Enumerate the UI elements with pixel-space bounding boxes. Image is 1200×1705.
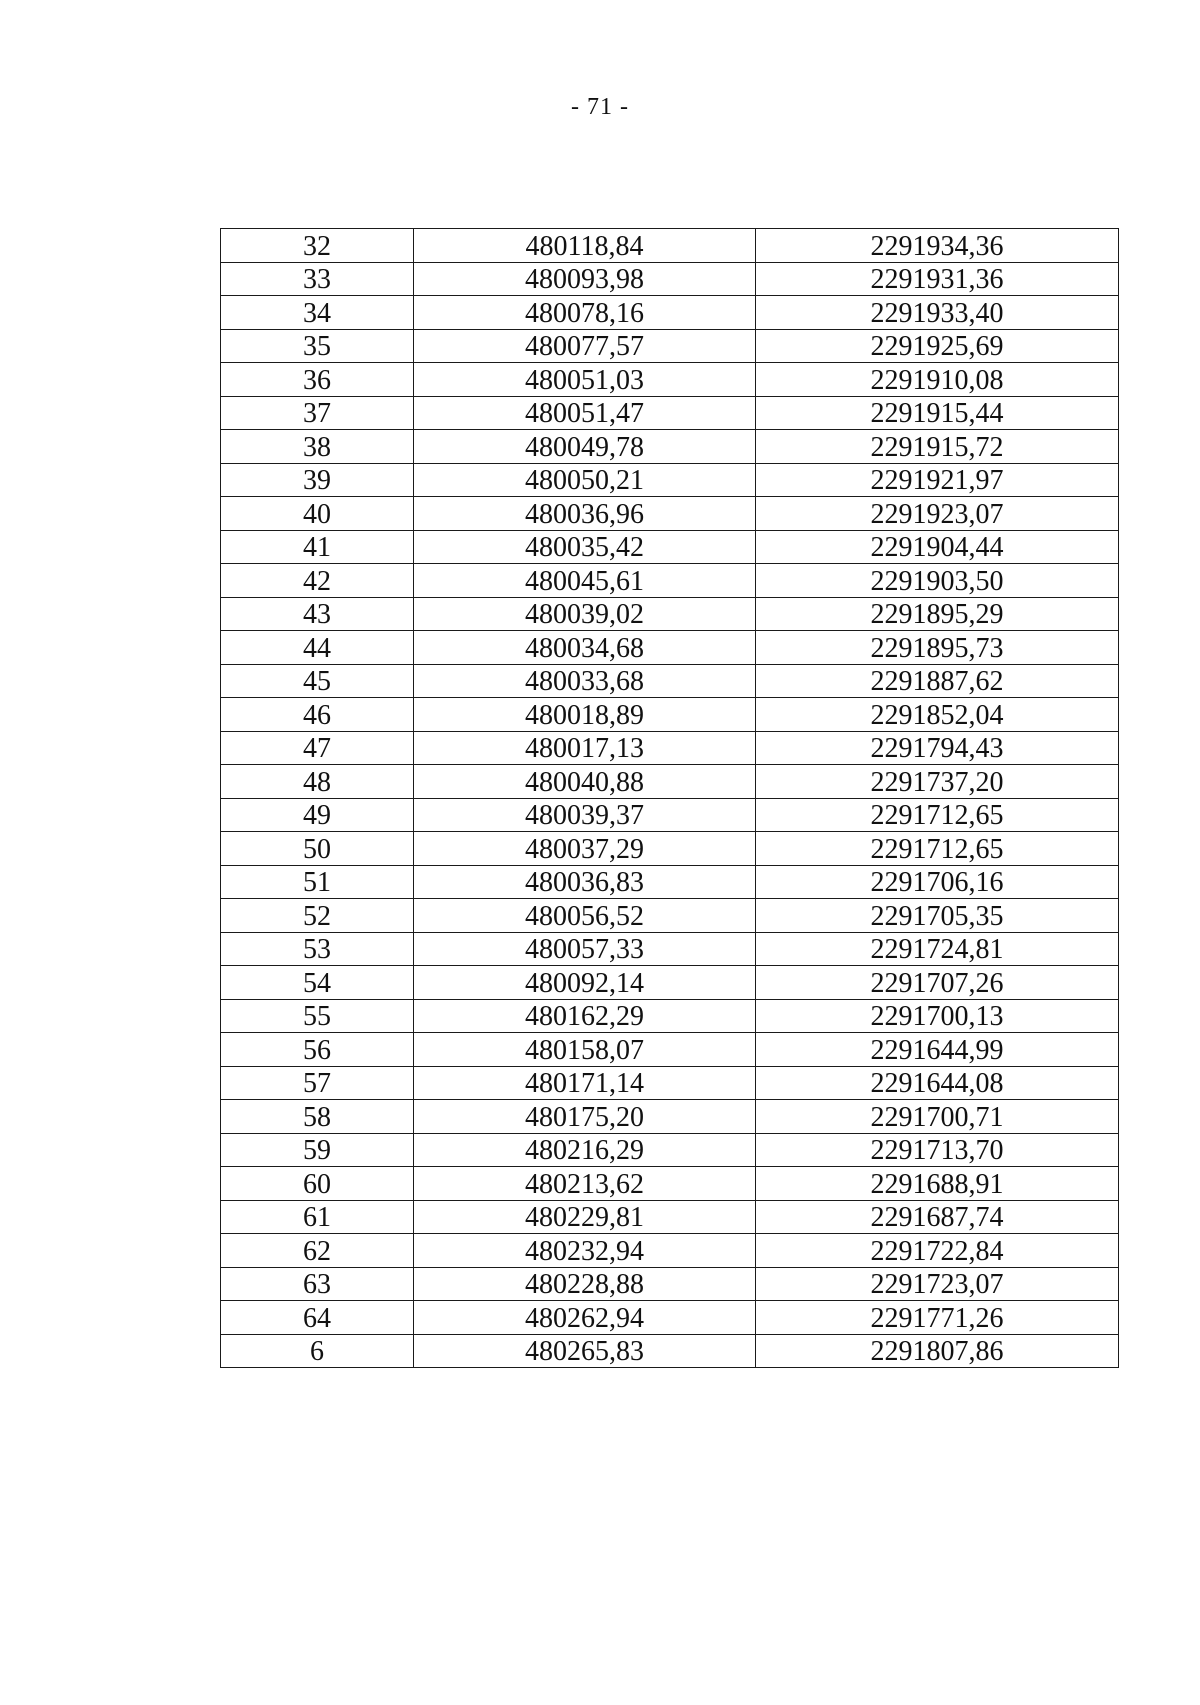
point-number-cell: 51	[221, 865, 414, 899]
y-coordinate-cell: 2291707,26	[756, 966, 1119, 1000]
table-row	[221, 430, 1119, 464]
table-row	[221, 1301, 1119, 1335]
x-coordinate-cell: 480056,52	[414, 899, 756, 933]
point-number-cell: 60	[221, 1167, 414, 1201]
y-coordinate-cell: 2291700,13	[756, 999, 1119, 1033]
x-coordinate-cell: 480118,84	[414, 229, 756, 263]
table-row	[221, 865, 1119, 899]
table-row	[221, 1066, 1119, 1100]
y-coordinate-cell: 2291887,62	[756, 664, 1119, 698]
table-row	[221, 463, 1119, 497]
table-row	[221, 966, 1119, 1000]
point-number-cell: 48	[221, 765, 414, 799]
y-coordinate-cell: 2291933,40	[756, 296, 1119, 330]
table-row	[221, 1100, 1119, 1134]
y-coordinate-cell: 2291794,43	[756, 731, 1119, 765]
point-number-cell: 46	[221, 698, 414, 732]
y-coordinate-cell: 2291903,50	[756, 564, 1119, 598]
table-row	[221, 1033, 1119, 1067]
table-row	[221, 497, 1119, 531]
x-coordinate-cell: 480093,98	[414, 262, 756, 296]
table-row	[221, 798, 1119, 832]
x-coordinate-cell: 480039,37	[414, 798, 756, 832]
table-row	[221, 698, 1119, 732]
table-row	[221, 262, 1119, 296]
x-coordinate-cell: 480018,89	[414, 698, 756, 732]
x-coordinate-cell: 480213,62	[414, 1167, 756, 1201]
point-number-cell: 52	[221, 899, 414, 933]
y-coordinate-cell: 2291722,84	[756, 1234, 1119, 1268]
table-row	[221, 1334, 1119, 1368]
table-row	[221, 363, 1119, 397]
table-row	[221, 1200, 1119, 1234]
x-coordinate-cell: 480035,42	[414, 530, 756, 564]
point-number-cell: 47	[221, 731, 414, 765]
x-coordinate-cell: 480037,29	[414, 832, 756, 866]
y-coordinate-cell: 2291644,08	[756, 1066, 1119, 1100]
x-coordinate-cell: 480171,14	[414, 1066, 756, 1100]
y-coordinate-cell: 2291931,36	[756, 262, 1119, 296]
y-coordinate-cell: 2291910,08	[756, 363, 1119, 397]
table-row	[221, 564, 1119, 598]
x-coordinate-cell: 480051,03	[414, 363, 756, 397]
point-number-cell: 36	[221, 363, 414, 397]
point-number-cell: 59	[221, 1133, 414, 1167]
x-coordinate-cell: 480039,02	[414, 597, 756, 631]
coordinates-table	[220, 228, 1119, 1368]
y-coordinate-cell: 2291915,72	[756, 430, 1119, 464]
table-row	[221, 899, 1119, 933]
x-coordinate-cell: 480050,21	[414, 463, 756, 497]
x-coordinate-cell: 480036,96	[414, 497, 756, 531]
point-number-cell: 58	[221, 1100, 414, 1134]
x-coordinate-cell: 480162,29	[414, 999, 756, 1033]
point-number-cell: 45	[221, 664, 414, 698]
x-coordinate-cell: 480051,47	[414, 396, 756, 430]
x-coordinate-cell: 480229,81	[414, 1200, 756, 1234]
y-coordinate-cell: 2291705,35	[756, 899, 1119, 933]
point-number-cell: 54	[221, 966, 414, 1000]
point-number-cell: 38	[221, 430, 414, 464]
y-coordinate-cell: 2291724,81	[756, 932, 1119, 966]
point-number-cell: 55	[221, 999, 414, 1033]
point-number-cell: 44	[221, 631, 414, 665]
coordinates-table-body	[221, 229, 1119, 1368]
point-number-cell: 35	[221, 329, 414, 363]
page-number: - 71 -	[571, 94, 629, 120]
x-coordinate-cell: 480265,83	[414, 1334, 756, 1368]
y-coordinate-cell: 2291737,20	[756, 765, 1119, 799]
table-row	[221, 1133, 1119, 1167]
y-coordinate-cell: 2291904,44	[756, 530, 1119, 564]
y-coordinate-cell: 2291934,36	[756, 229, 1119, 263]
x-coordinate-cell: 480077,57	[414, 329, 756, 363]
point-number-cell: 63	[221, 1267, 414, 1301]
y-coordinate-cell: 2291688,91	[756, 1167, 1119, 1201]
table-row	[221, 664, 1119, 698]
y-coordinate-cell: 2291895,29	[756, 597, 1119, 631]
table-row	[221, 597, 1119, 631]
x-coordinate-cell: 480033,68	[414, 664, 756, 698]
y-coordinate-cell: 2291923,07	[756, 497, 1119, 531]
table-row	[221, 999, 1119, 1033]
table-row	[221, 832, 1119, 866]
y-coordinate-cell: 2291687,74	[756, 1200, 1119, 1234]
x-coordinate-cell: 480057,33	[414, 932, 756, 966]
point-number-cell: 53	[221, 932, 414, 966]
x-coordinate-cell: 480262,94	[414, 1301, 756, 1335]
point-number-cell: 39	[221, 463, 414, 497]
y-coordinate-cell: 2291712,65	[756, 798, 1119, 832]
point-number-cell: 64	[221, 1301, 414, 1335]
y-coordinate-cell: 2291713,70	[756, 1133, 1119, 1167]
x-coordinate-cell: 480092,14	[414, 966, 756, 1000]
x-coordinate-cell: 480158,07	[414, 1033, 756, 1067]
x-coordinate-cell: 480034,68	[414, 631, 756, 665]
table-row	[221, 229, 1119, 263]
y-coordinate-cell: 2291915,44	[756, 396, 1119, 430]
x-coordinate-cell: 480017,13	[414, 731, 756, 765]
table-row	[221, 329, 1119, 363]
y-coordinate-cell: 2291852,04	[756, 698, 1119, 732]
y-coordinate-cell: 2291771,26	[756, 1301, 1119, 1335]
point-number-cell: 49	[221, 798, 414, 832]
x-coordinate-cell: 480175,20	[414, 1100, 756, 1134]
x-coordinate-cell: 480232,94	[414, 1234, 756, 1268]
point-number-cell: 6	[221, 1334, 414, 1368]
table-row	[221, 1167, 1119, 1201]
point-number-cell: 56	[221, 1033, 414, 1067]
table-row	[221, 1234, 1119, 1268]
x-coordinate-cell: 480228,88	[414, 1267, 756, 1301]
table-row	[221, 631, 1119, 665]
y-coordinate-cell: 2291700,71	[756, 1100, 1119, 1134]
x-coordinate-cell: 480045,61	[414, 564, 756, 598]
table-row	[221, 296, 1119, 330]
point-number-cell: 62	[221, 1234, 414, 1268]
x-coordinate-cell: 480078,16	[414, 296, 756, 330]
table-row	[221, 765, 1119, 799]
y-coordinate-cell: 2291925,69	[756, 329, 1119, 363]
table-row	[221, 530, 1119, 564]
x-coordinate-cell: 480049,78	[414, 430, 756, 464]
y-coordinate-cell: 2291807,86	[756, 1334, 1119, 1368]
point-number-cell: 34	[221, 296, 414, 330]
x-coordinate-cell: 480036,83	[414, 865, 756, 899]
point-number-cell: 57	[221, 1066, 414, 1100]
point-number-cell: 37	[221, 396, 414, 430]
y-coordinate-cell: 2291723,07	[756, 1267, 1119, 1301]
table-row	[221, 932, 1119, 966]
y-coordinate-cell: 2291712,65	[756, 832, 1119, 866]
point-number-cell: 42	[221, 564, 414, 598]
point-number-cell: 33	[221, 262, 414, 296]
y-coordinate-cell: 2291644,99	[756, 1033, 1119, 1067]
y-coordinate-cell: 2291895,73	[756, 631, 1119, 665]
y-coordinate-cell: 2291706,16	[756, 865, 1119, 899]
x-coordinate-cell: 480216,29	[414, 1133, 756, 1167]
point-number-cell: 41	[221, 530, 414, 564]
point-number-cell: 40	[221, 497, 414, 531]
point-number-cell: 50	[221, 832, 414, 866]
table-row	[221, 396, 1119, 430]
point-number-cell: 32	[221, 229, 414, 263]
point-number-cell: 61	[221, 1200, 414, 1234]
y-coordinate-cell: 2291921,97	[756, 463, 1119, 497]
table-row	[221, 731, 1119, 765]
point-number-cell: 43	[221, 597, 414, 631]
table-row	[221, 1267, 1119, 1301]
x-coordinate-cell: 480040,88	[414, 765, 756, 799]
